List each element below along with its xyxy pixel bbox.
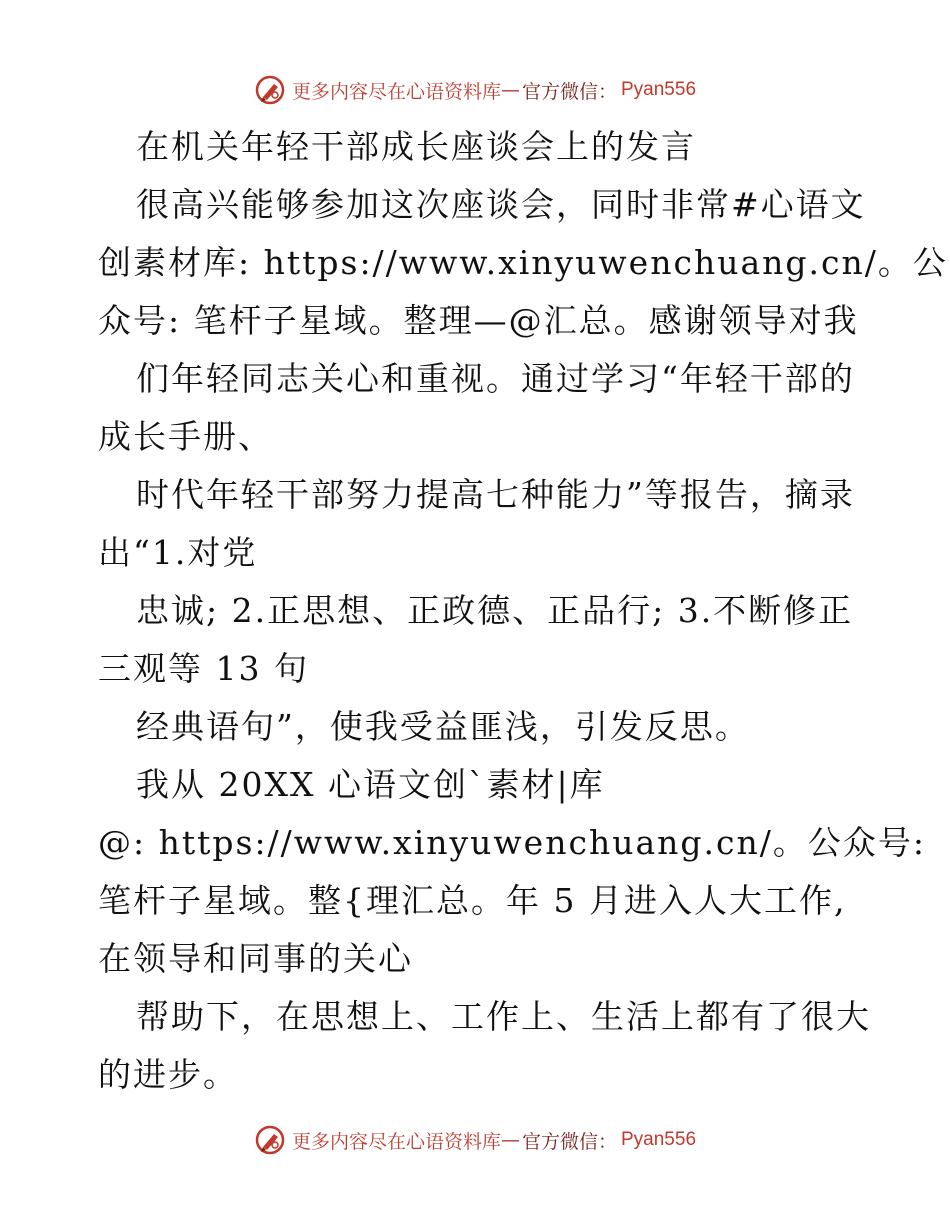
text-line: 我从 20XX 心语文创`素材|库 <box>136 765 605 804</box>
banner-separator: — <box>500 79 520 101</box>
banner-separator: — <box>500 1129 520 1151</box>
wechat-id: Pyan556 <box>621 79 697 100</box>
footer-banner <box>0 1118 950 1162</box>
text-line: 经典语句”，使我受益匪浅，引发反思。 <box>136 707 750 746</box>
text-line: 在领导和同事的关心 <box>98 939 413 978</box>
document-body <box>98 118 948 1104</box>
document-title: 在机关年轻干部成长座谈会上的发言 <box>136 127 696 166</box>
header-banner <box>0 68 950 112</box>
pen-circle-logo-icon <box>254 1124 286 1156</box>
text-line: 时代年轻干部努力提高七种能力”等报告，摘录 <box>136 475 855 514</box>
text-line: 笔杆子星域。整{理汇总。年 5 月进入人大工作, <box>98 881 847 920</box>
text-line: 很高兴能够参加这次座谈会，同时非常#心语文 <box>136 185 866 224</box>
text-line: 三观等 13 句 <box>98 649 309 688</box>
wechat-id: Pyan556 <box>621 1129 697 1150</box>
banner-text: 更多内容尽在心语资料库 <box>291 80 501 103</box>
text-line: @: https://www.xinyuwenchuang.cn/。公众号: <box>98 823 926 862</box>
wechat-label: 官方微信： <box>521 80 617 103</box>
text-line: 创素材库: https://www.xinyuwenchuang.cn/。公 <box>98 243 948 282</box>
text-line: 的进步。 <box>98 1055 238 1094</box>
text-line: 忠诚; 2.正思想、正政德、正品行; 3.不断修正 <box>136 591 854 630</box>
text-line: 成长手册、 <box>98 417 273 456</box>
wechat-label: 官方微信： <box>521 1130 617 1153</box>
text-line: 众号: 笔杆子星域。整理—@汇总。感谢领导对我 <box>98 301 859 340</box>
pen-circle-logo-icon <box>254 74 286 106</box>
banner-text: 更多内容尽在心语资料库 <box>291 1130 501 1153</box>
text-line: 们年轻同志关心和重视。通过学习“年轻干部的 <box>136 359 855 398</box>
text-line: 出“1.对党 <box>98 533 258 572</box>
text-line: 帮助下，在思想上、工作上、生活上都有了很大 <box>136 997 871 1036</box>
